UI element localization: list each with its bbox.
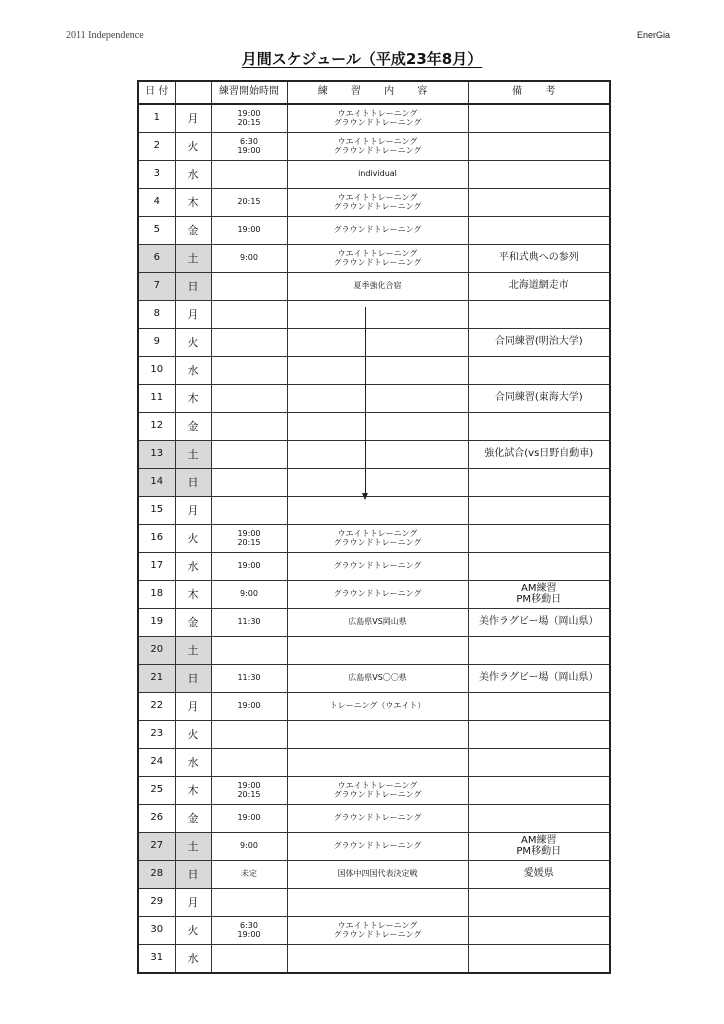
notes-line: 美作ラグビー場（岡山県） [478,616,599,628]
time-cell [211,805,287,833]
time-cell [211,889,287,917]
weekday-cell: 火 [175,329,211,357]
time-line: 6:30 [240,921,258,931]
content-line: ウエイトトレーニング [337,249,418,259]
time-line: 19:00 [237,109,261,119]
notes-cell [468,553,610,581]
schedule-body [138,104,610,973]
content-cell [287,833,468,861]
content-cell [287,693,468,721]
notes-cell [468,413,610,441]
day-cell: 18 [138,581,175,609]
day-cell: 29 [138,889,175,917]
notes-cell [468,273,610,301]
day-cell: 21 [138,665,175,693]
time-line: 20:15 [237,197,261,207]
table-row [138,189,610,217]
content-cell [287,917,468,945]
time-line: 未定 [241,869,257,879]
notes-cell [468,581,610,609]
day-cell: 8 [138,301,175,329]
notes-cell [468,161,610,189]
content-cell [287,329,468,357]
table-row [138,721,610,749]
weekday-cell: 月 [175,104,211,133]
notes-line: AM練習 [521,583,557,594]
weekday-cell: 水 [175,553,211,581]
table-row [138,133,610,161]
time-line: 19:00 [237,701,261,711]
weekday-cell: 日 [175,861,211,889]
notes-cell [468,889,610,917]
time-line: 19:00 [237,813,261,823]
time-line: 19:00 [237,781,261,791]
day-cell: 3 [138,161,175,189]
col-header-content: 練 習 内 容 [287,81,468,104]
time-cell [211,917,287,945]
weekday-cell: 金 [175,413,211,441]
weekday-cell: 金 [175,805,211,833]
notes-cell [468,805,610,833]
time-line: 19:00 [237,929,261,939]
table-row [138,245,610,273]
content-cell [287,301,468,329]
content-cell [287,469,468,497]
camp-duration-arrow-icon [365,307,366,494]
notes-cell [468,329,610,357]
time-cell [211,777,287,805]
content-line: ウエイトトレーニング [337,193,418,203]
weekday-cell: 火 [175,721,211,749]
weekday-cell: 月 [175,889,211,917]
notes-cell [468,357,610,385]
weekday-cell: 火 [175,917,211,945]
table-row [138,217,610,245]
time-line: 9:00 [240,253,258,263]
notes-cell [468,861,610,889]
weekday-cell: 木 [175,581,211,609]
notes-cell [468,945,610,974]
notes-line: 合同練習(明治大学) [494,336,583,348]
content-line: ウエイトトレーニング [337,921,418,931]
content-line: グラウンドトレーニング [333,201,422,211]
time-line: 20:15 [237,789,261,799]
time-cell [211,161,287,189]
content-cell [287,721,468,749]
day-cell: 1 [138,104,175,133]
time-cell [211,469,287,497]
content-cell [287,161,468,189]
table-row [138,693,610,721]
content-line: ウエイトトレーニング [337,109,418,119]
time-line: 6:30 [240,137,258,147]
weekday-cell: 日 [175,665,211,693]
content-cell [287,945,468,974]
notes-cell [468,469,610,497]
content-cell [287,217,468,245]
content-cell [287,497,468,525]
notes-cell [468,104,610,133]
table-row [138,805,610,833]
weekday-cell: 木 [175,777,211,805]
content-line: グラウンドトレーニング [333,841,422,851]
content-line: グラウンドトレーニング [333,929,422,939]
notes-line: 平和式典への参列 [498,252,579,264]
weekday-cell: 日 [175,469,211,497]
table-row [138,553,610,581]
table-row [138,637,610,665]
day-cell: 2 [138,133,175,161]
header-left-text: 2011 Independence [66,30,144,41]
weekday-cell: 金 [175,217,211,245]
day-cell: 10 [138,357,175,385]
notes-cell [468,693,610,721]
table-row [138,861,610,889]
day-cell: 16 [138,525,175,553]
content-cell [287,861,468,889]
day-cell: 26 [138,805,175,833]
content-cell [287,104,468,133]
content-cell [287,749,468,777]
content-line: 広島県VS岡山県 [348,617,407,627]
day-cell: 9 [138,329,175,357]
day-cell: 12 [138,413,175,441]
time-cell [211,721,287,749]
weekday-cell: 火 [175,525,211,553]
time-cell [211,833,287,861]
time-cell [211,609,287,637]
content-line: 国体中四国代表決定戦 [337,869,418,879]
time-cell [211,217,287,245]
content-cell [287,245,468,273]
table-row [138,497,610,525]
col-header-notes: 備 考 [468,81,610,104]
table-row [138,777,610,805]
notes-cell [468,665,610,693]
day-cell: 25 [138,777,175,805]
weekday-cell: 月 [175,497,211,525]
header-right-text: EnerGia [636,30,670,40]
content-cell [287,609,468,637]
notes-cell [468,749,610,777]
notes-cell [468,833,610,861]
notes-cell [468,385,610,413]
content-cell [287,805,468,833]
table-row [138,609,610,637]
notes-cell [468,189,610,217]
time-cell [211,497,287,525]
notes-line: PM移動日 [516,593,562,605]
time-cell [211,665,287,693]
table-row [138,273,610,301]
content-line: 広島県VS〇〇県 [348,673,407,683]
weekday-cell: 水 [175,357,211,385]
time-cell [211,693,287,721]
notes-cell [468,917,610,945]
table-row [138,945,610,974]
content-cell [287,273,468,301]
weekday-cell: 日 [175,273,211,301]
table-row [138,581,610,609]
content-line: グラウンドトレーニング [333,589,422,599]
time-cell [211,441,287,469]
content-line: ウエイトトレーニング [337,529,418,539]
notes-cell [468,525,610,553]
content-cell [287,637,468,665]
table-row [138,525,610,553]
day-cell: 22 [138,693,175,721]
content-cell [287,777,468,805]
notes-line: 愛媛県 [523,868,554,880]
time-cell [211,581,287,609]
notes-cell [468,245,610,273]
notes-cell [468,301,610,329]
time-line: 19:00 [237,225,261,235]
day-cell: 30 [138,917,175,945]
weekday-cell: 月 [175,301,211,329]
content-line: グラウンドトレーニング [333,225,422,235]
content-line: グラウンドトレーニング [333,145,422,155]
content-cell [287,889,468,917]
header-row [138,81,610,104]
time-line: 9:00 [240,589,258,599]
col-header-weekday [175,81,211,104]
time-cell [211,329,287,357]
content-line: ウエイトトレーニング [337,137,418,147]
time-line: 19:00 [237,145,261,155]
table-row [138,161,610,189]
content-line: individual [358,169,397,179]
weekday-cell: 水 [175,749,211,777]
notes-line: 強化試合(vs日野自動車) [484,448,594,460]
weekday-cell: 土 [175,637,211,665]
content-cell [287,385,468,413]
day-cell: 27 [138,833,175,861]
day-cell: 19 [138,609,175,637]
time-line: 11:30 [237,673,261,683]
col-header-time: 練習開始時間 [211,81,287,104]
day-cell: 14 [138,469,175,497]
day-cell: 24 [138,749,175,777]
table-row [138,917,610,945]
time-cell [211,133,287,161]
content-line: グラウンドトレーニング [333,561,422,571]
table-row [138,469,610,497]
time-cell [211,245,287,273]
notes-line: PM移動日 [516,845,562,857]
notes-cell [468,441,610,469]
content-line: グラウンドトレーニング [333,789,422,799]
day-cell: 7 [138,273,175,301]
content-line: グラウンドトレーニング [333,117,422,127]
day-cell: 4 [138,189,175,217]
notes-cell [468,609,610,637]
notes-line: 美作ラグビー場（岡山県） [478,672,599,684]
time-line: 9:00 [240,841,258,851]
weekday-cell: 土 [175,441,211,469]
weekday-cell: 土 [175,833,211,861]
weekday-cell: 水 [175,161,211,189]
notes-cell [468,497,610,525]
notes-line: 合同練習(東海大学) [494,392,583,404]
weekday-cell: 月 [175,693,211,721]
day-cell: 23 [138,721,175,749]
content-cell [287,581,468,609]
weekday-cell: 木 [175,385,211,413]
notes-line: 北海道網走市 [508,280,569,292]
time-line: 19:00 [237,561,261,571]
content-line: 夏季強化合宿 [353,281,402,291]
day-cell: 13 [138,441,175,469]
content-cell [287,553,468,581]
content-line: トレーニング（ウエイト） [329,701,426,711]
time-cell [211,637,287,665]
table-row [138,385,610,413]
time-cell [211,861,287,889]
content-line: グラウンドトレーニング [333,537,422,547]
time-cell [211,273,287,301]
col-header-date: 日 付 [138,81,175,104]
page-title-text: 月間スケジュール（平成23年8月） [241,50,483,68]
notes-cell [468,133,610,161]
page-title [0,48,724,69]
content-cell [287,133,468,161]
notes-line: AM練習 [521,835,557,846]
content-cell [287,357,468,385]
content-line: グラウンドトレーニング [333,257,422,267]
time-line: 19:00 [237,529,261,539]
schedule-table [137,80,611,974]
time-cell [211,553,287,581]
weekday-cell: 木 [175,189,211,217]
day-cell: 17 [138,553,175,581]
time-line: 20:15 [237,117,261,127]
table-row [138,329,610,357]
time-cell [211,945,287,974]
notes-cell [468,777,610,805]
notes-cell [468,217,610,245]
content-cell [287,413,468,441]
time-cell [211,357,287,385]
content-line: ウエイトトレーニング [337,781,418,791]
content-line: グラウンドトレーニング [333,813,422,823]
table-row [138,833,610,861]
weekday-cell: 火 [175,133,211,161]
content-cell [287,441,468,469]
time-cell [211,525,287,553]
time-cell [211,104,287,133]
time-cell [211,749,287,777]
day-cell: 15 [138,497,175,525]
table-row [138,749,610,777]
weekday-cell: 水 [175,945,211,974]
notes-cell [468,637,610,665]
day-cell: 20 [138,637,175,665]
content-cell [287,189,468,217]
day-cell: 6 [138,245,175,273]
weekday-cell: 土 [175,245,211,273]
table-row [138,413,610,441]
day-cell: 11 [138,385,175,413]
time-cell [211,189,287,217]
weekday-cell: 金 [175,609,211,637]
content-cell [287,665,468,693]
day-cell: 5 [138,217,175,245]
notes-cell [468,721,610,749]
content-cell [287,525,468,553]
time-cell [211,301,287,329]
time-line: 11:30 [237,617,261,627]
table-row [138,357,610,385]
time-line: 20:15 [237,537,261,547]
table-row [138,665,610,693]
time-cell [211,385,287,413]
table-row [138,889,610,917]
day-cell: 31 [138,945,175,974]
table-row [138,441,610,469]
time-cell [211,413,287,441]
day-cell: 28 [138,861,175,889]
table-row [138,301,610,329]
table-row [138,104,610,133]
